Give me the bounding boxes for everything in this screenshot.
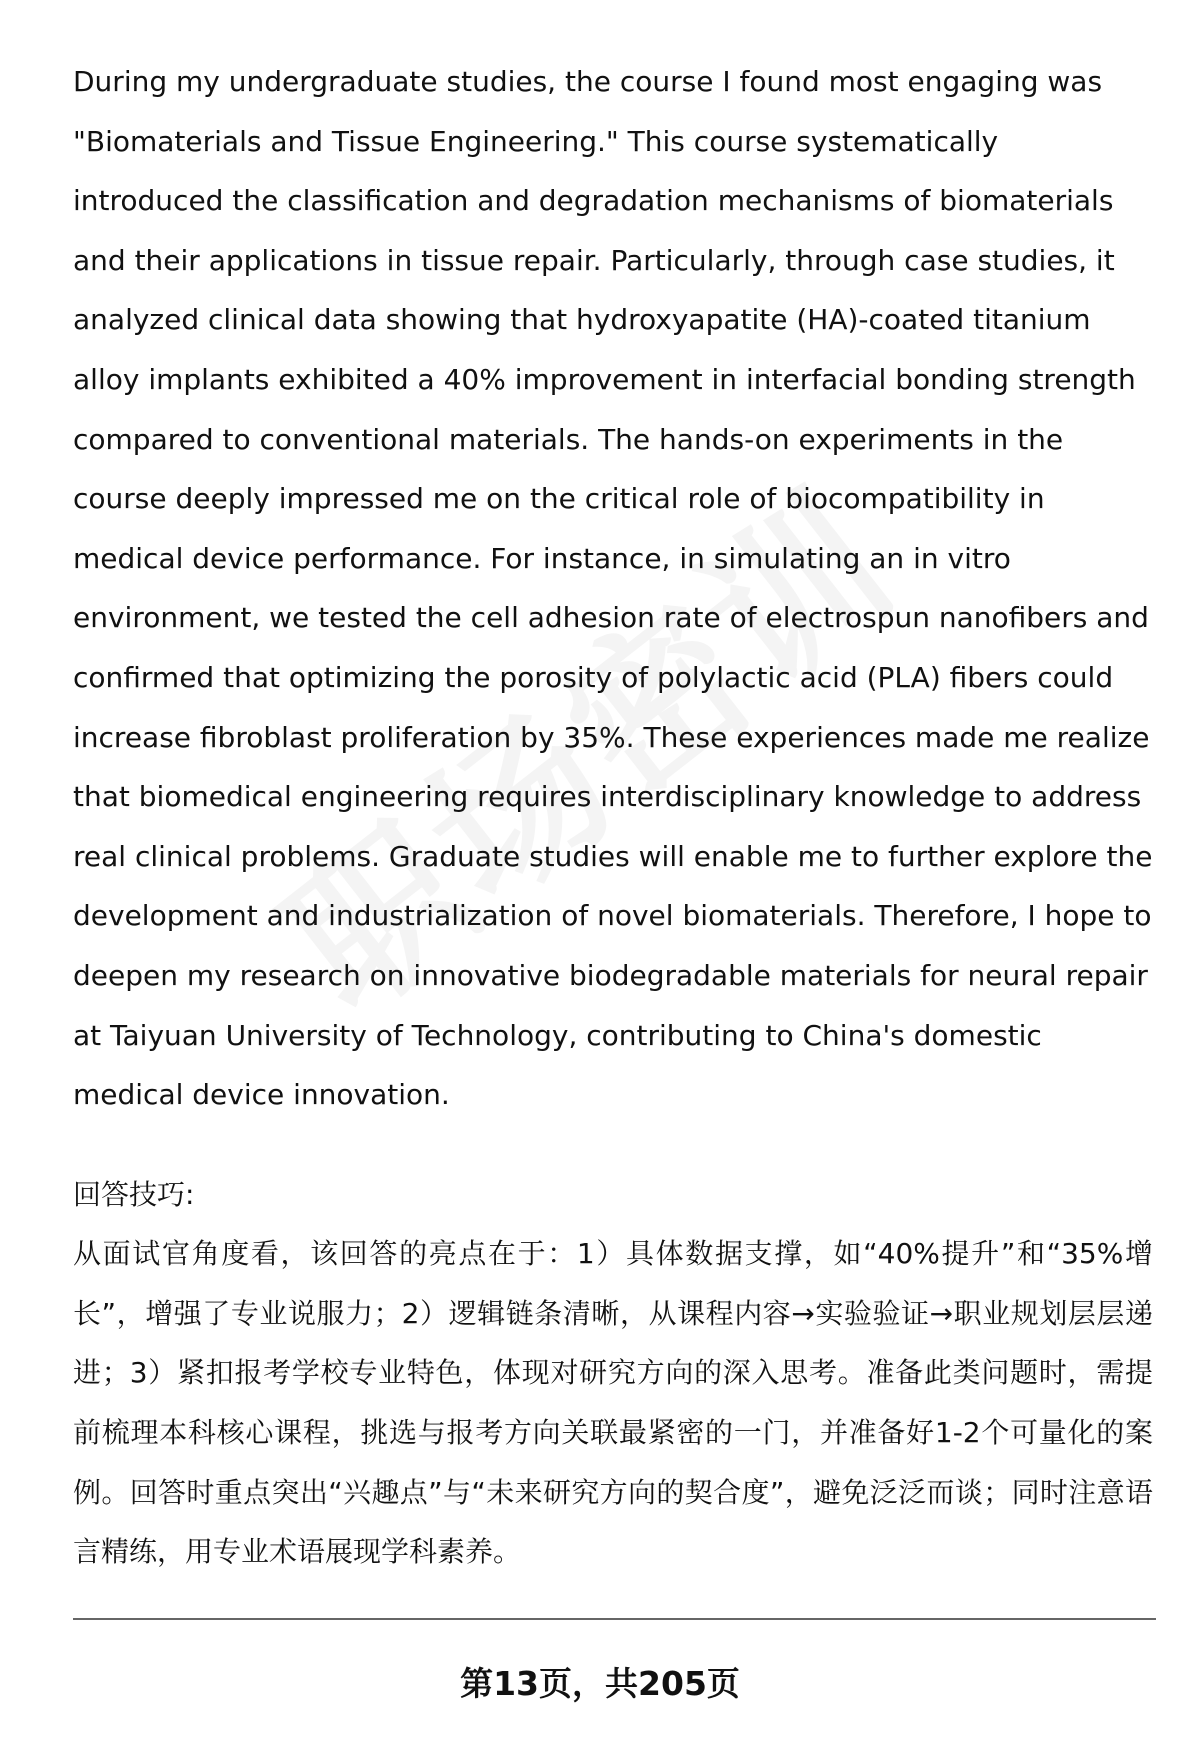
page-content — [73, 52, 1153, 1582]
answer-paragraph: During my undergraduate studies, the course I found most engaging was "Biomaterials and Tissue Engineering." This course systematically introduced the classification and degradation mechanisms of biomaterials and their applications in tissue repair. Particularly, through case studies, it analyzed clinical data showing that hydroxyapatite (HA)-coated titanium alloy implants exhibited a 40% improvement in interfacial bonding strength compared to conventional materials. The hands-on experiments in the course deeply impressed me on the critical role of biocompatibility in medical device performance. For instance, in simulating an in vitro environment, we tested the cell adhesion rate of electrospun nanofibers and confirmed that optimizing the porosity of polylactic acid (PLA) fibers could increase fibroblast proliferation by 35%. These experiences made me realize that biomedical engineering requires interdisciplinary knowledge to address real clinical problems. Graduate studies will enable me to further explore the development and industrialization of novel biomaterials. Therefore, I hope to deepen my research on innovative biodegradable materials for neural repair at Taiyuan University of Technology, contributing to China's domestic medical device innovation. — [73, 65, 1153, 1112]
footer-divider — [73, 1618, 1156, 1620]
tips-paragraph: 从面试官角度看，该回答的亮点在于：1）具体数据支撑，如“40%提升”和“35%增长”，增强了专业说服力；2）逻辑链条清晰，从课程内容→实验验证→职业规划层层递进；3）紧扣报考学校专业特色，体现对研究方向的深入思考。准备此类问题时，需提前梳理本科核心课程，挑选与报考方向关联最紧密的一门，并准备好1-2个可量化的案例。回答时重点突出“兴趣点”与“未来研究方向的契合度”，避免泛泛而谈；同时注意语言精练，用专业术语展现学科素养。 — [73, 1237, 1153, 1569]
page-number: 第13页，共205页 — [460, 1664, 740, 1703]
tips-heading: 回答技巧: — [73, 1177, 195, 1211]
